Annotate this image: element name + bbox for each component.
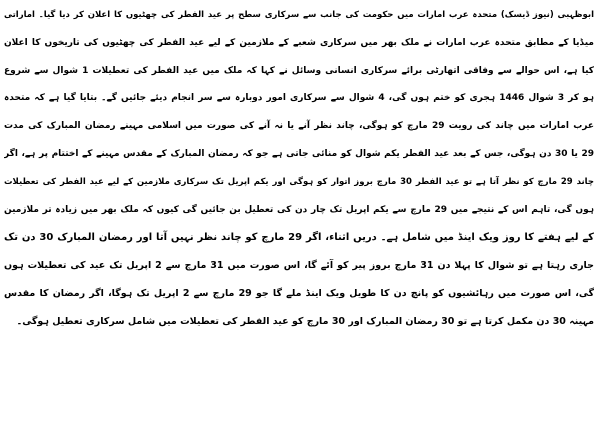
article-line: 29 یا 30 دن ہوگی، جس کے بعد عید الفطر یکم شوال کو منائی جاتی ہے جو کہ رمضان المبارک کے مقدس مہینے کے اختتام پر ہے، اگر xyxy=(4,148,594,159)
article-line: ہو کر 3 شوال 1446 ہجری کو ختم ہوں گی، 4 شوال سے سرکاری امور دوبارہ سے سر انجام دیئے جائیں گے۔ بتایا گیا ہے کہ متحدہ xyxy=(4,93,594,104)
article-line: کیا ہے، اس حوالے سے وفاقی اتھارٹی برائے سرکاری انسانی وسائل نے کہا کہ ملک میں عید الفطر کی تعطیلات 1 شوال سے شروع xyxy=(4,65,594,76)
article-line: میڈیا کے مطابق متحدہ عرب امارات نے ملک بھر میں سرکاری شعبے کے ملازمین کے لیے عید الفطر کی چھٹیوں کی تاریخوں کا اعلان xyxy=(4,37,594,48)
article-line: ہوں گی، تاہم اس کے نتیجے میں 29 مارچ سے یکم اپریل تک چار دن کی تعطیل بن جائیں گی کیوں کہ ملک بھر میں زیادہ تر ملازمین xyxy=(4,204,594,215)
article-line: مہینہ 30 دن مکمل کرتا ہے تو 30 رمضان المبارک اور 30 مارچ کو عید الفطر کی تعطیلات میں شامل سرکاری تعطیل ہوگی۔ xyxy=(16,315,594,327)
article-line: ابوظہبی (نیوز ڈیسک) متحدہ عرب امارات میں حکومت کی جانب سے سرکاری سطح پر عید الفطر کی چھٹیوں کا اعلان کر دیا گیا۔ اماراتی xyxy=(4,10,594,20)
article-line: عرب امارات میں چاند کی رویت 29 مارچ کو ہوگی، چاند نظر آنے یا نہ آنے کی صورت میں اسلامی مہینے رمضان المبارک کی مدت xyxy=(4,121,594,132)
article-line: کے لیے ہفتے کا روز ویک اینڈ میں شامل ہے۔ دریں اثناء، اگر 29 مارچ کو چاند نظر نہیں آتا اور رمضان المبارک 30 دن تک xyxy=(4,232,594,244)
article-line: جاری رہتا ہے تو شوال کا پہلا دن 31 مارچ بروز پیر کو آئے گا، اس صورت میں 31 مارچ سے 2 اپریل تک عید کی تعطیلات ہوں xyxy=(4,260,594,272)
article-line: گی، اس صورت میں رہائشیوں کو پانچ دن کا طویل ویک اینڈ ملے گا جو 29 مارچ سے 2 اپریل تک ہوگا، اگر رمضان کا مقدس xyxy=(4,287,594,299)
article-line: چاند 29 مارچ کو نظر آتا ہے تو عید الفطر 30 مارچ بروز اتوار کو ہوگی اور یکم اپریل تک سرکاری ملازمین کے لیے عید الفطر کی تعطیلات xyxy=(4,176,594,187)
